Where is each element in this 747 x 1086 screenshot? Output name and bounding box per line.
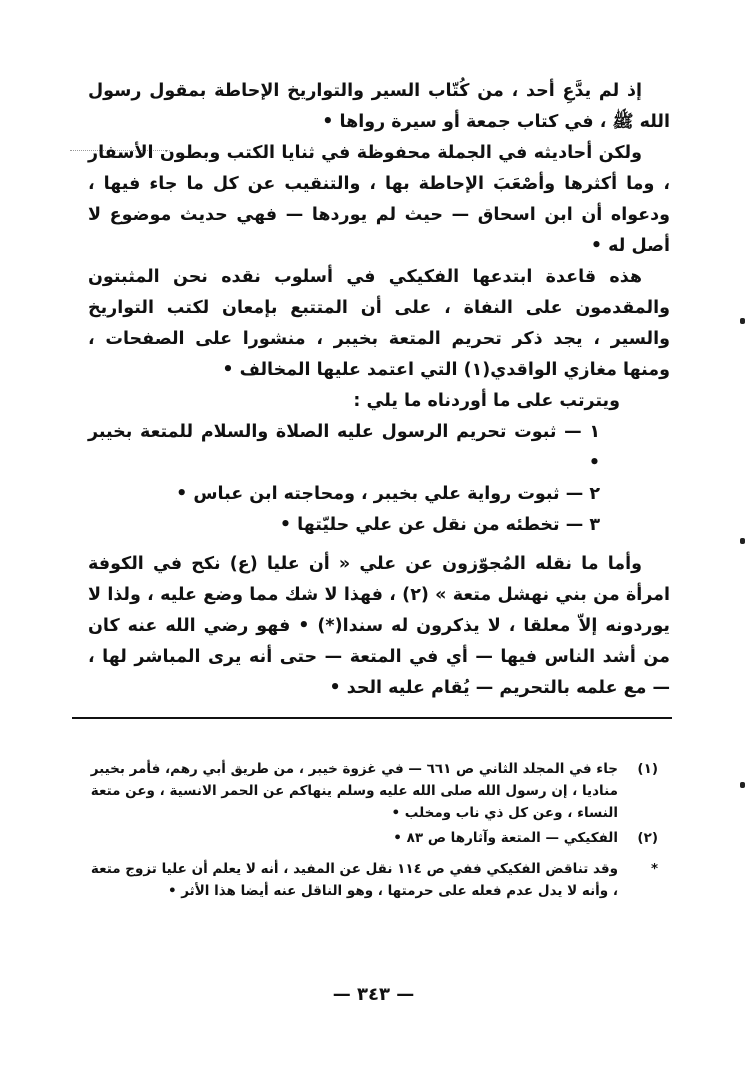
footnote-text: جاء في المجلد الثاني ص ٦٦١ — في غزوة خيبر ، من طريق أبي رهم، فأمر بخيبر مناديا ، إن رسول الله صلى الله عليه وسلم ينهاكم عن الحمر الانسية ، وعن متعة النساء ، وعن كل ذي ناب ومخلب •: [90, 761, 618, 821]
list-item: ٣ — تخطئه من نقل عن علي حليّتها •: [279, 515, 600, 535]
paragraph-closing: وأما ما نقله المُجوّزون عن علي « أن عليا (ع) نكح في الكوفة امرأة من بني نهشل متعة » (٢) ، فهذا لا شك مما وضع عليه ، ولذا لا يوردونه إلاّ معلقا ، لا يذكرون له سندا(*) • فهو رضي الله عنه كان من أشد الناس فيها — أي في المتعة — حتى أنه يرى المباشر لها ، — مع علمه بالتحريم — يُقام عليه الحد •: [88, 554, 670, 698]
footnote-marker: (١): [637, 761, 658, 777]
paragraph-1: إذ لم يدَّعِ أحد ، من كُتّاب السير والتواريخ الإحاطة بمقول رسول الله ﷺ ، في كتاب جمعة أو سيرة رواها •: [88, 81, 670, 132]
list-item: ١ — ثبوت تحريم الرسول عليه الصلاة والسلام للمتعة بخيبر •: [88, 422, 600, 473]
list-item: ٢ — ثبوت رواية علي بخيبر ، ومحاجته ابن عباس •: [176, 484, 600, 504]
footnote-1: [88, 758, 658, 824]
footnotes: [88, 758, 658, 905]
footnote-separator: [72, 717, 672, 719]
scan-edge-mark: [740, 782, 745, 788]
footnote-2: [88, 827, 658, 849]
scan-edge-mark: [740, 318, 745, 324]
paragraph-2: ولكن أحاديثه في الجملة محفوظة في ثنايا الكتب وبطون الأسفار ، وما أكثرها وأصْعَبَ الإحاطة بها ، والتنقيب عن كل ما جاء فيها ، ودعواه أن ابن اسحاق — حيث لم يوردها — فهي حديث موضوع لا أصل له •: [88, 143, 670, 256]
scan-edge-mark: [740, 538, 745, 544]
main-text: [88, 76, 670, 704]
paragraph-3: هذه قاعدة ابتدعها الفكيكي في أسلوب نقده نحن المثبتون والمقدمون على النفاة ، على أن المتتبع بإمعان لكتب التواريخ والسير ، يجد ذكر تحريم المتعة بخيبر ، منشورا على الصفحات ، ومنها مغازي الواقدي(١) التي اعتمد عليها المخالف •: [88, 267, 670, 380]
footnote-text: وقد تناقض الفكيكي ففي ص ١١٤ نقل عن المفيد ، أنه لا يعلم أن عليا تزوج متعة ، وأنه لا يدل عدم فعله على حرمتها ، وهو الناقل عنه أيضا هذا الأثر •: [90, 861, 618, 899]
footnote-text: الفكيكي — المتعة وآثارها ص ٨٣ •: [393, 830, 618, 846]
footnote-marker: *: [650, 861, 658, 877]
footnote-marker: (٢): [637, 830, 658, 846]
paragraph-4: ويترتب على ما أوردناه ما يلي :: [353, 391, 620, 411]
footnote-3: [88, 858, 658, 902]
page-number: — ٣٤٣ —: [332, 984, 415, 1005]
